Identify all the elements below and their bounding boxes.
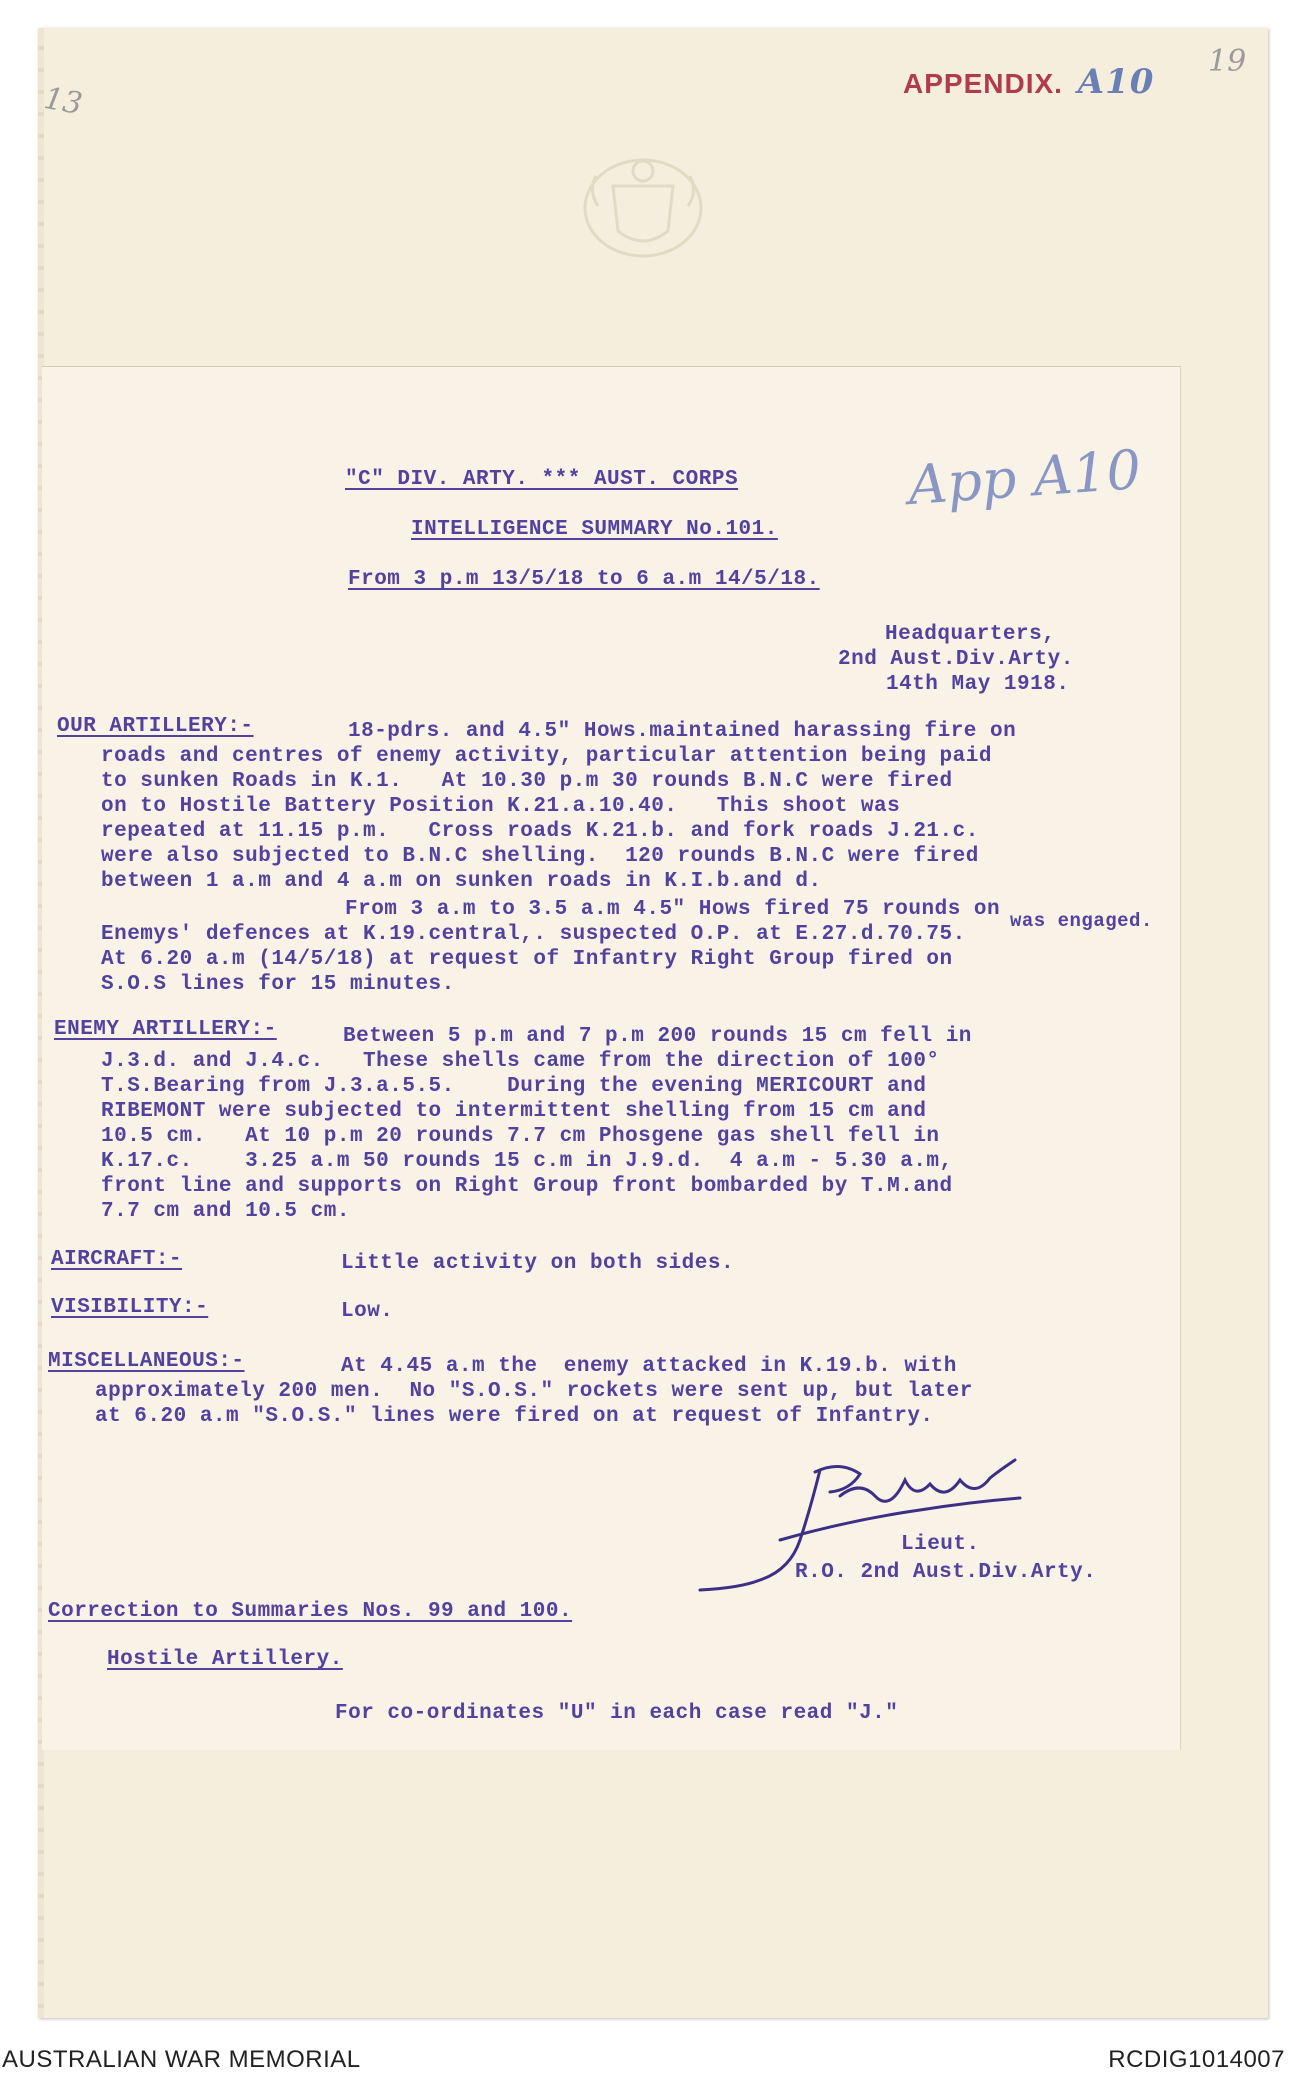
our-artillery-line: At 6.20 a.m (14/5/18) at request of Infantry Right Group fired on [101,948,953,971]
our-artillery-label: OUR ARTILLERY:- [57,715,254,738]
hq-line-3: 14th May 1918. [886,673,1070,696]
our-artillery-line: to sunken Roads in K.1. At 10.30 p.m 30 rounds B.N.C were fired [101,770,953,793]
enemy-artillery-line: 7.7 cm and 10.5 cm. [101,1200,350,1223]
enemy-artillery-line: Between 5 p.m and 7 p.m 200 rounds 15 cm fell in [343,1025,972,1048]
miscellaneous-line: approximately 200 men. No "S.O.S." rockets were sent up, but later [95,1380,973,1403]
enemy-artillery-line: T.S.Bearing from J.3.a.5.5. During the evening MERICOURT and [101,1075,927,1098]
correction-text: For co-ordinates "U" in each case read "J." [335,1702,899,1725]
our-artillery-line: on to Hostile Battery Position K.21.a.10.40. This shoot was [101,795,901,818]
heading-line-2: INTELLIGENCE SUMMARY No.101. [411,518,778,541]
our-artillery-line: 18-pdrs. and 4.5" Hows.maintained harassing fire on [348,720,1017,743]
our-artillery-line: From 3 a.m to 3.5 a.m 4.5" Hows fired 75 rounds on [345,898,1001,921]
footer-archive-name: AUSTRALIAN WAR MEMORIAL [2,2046,361,2073]
our-artillery-line: Enemys' defences at K.19.central,. suspected O.P. at E.27.d.70.75. [101,923,966,946]
enemy-artillery-line: K.17.c. 3.25 a.m 50 rounds 15 c.m in J.9.d. 4 a.m - 5.30 a.m, [101,1150,953,1173]
correction-subtitle: Hostile Artillery. [107,1648,343,1671]
handwritten-app-ref: App A10 [906,437,1143,518]
embossed-crest-icon [568,146,718,266]
miscellaneous-label: MISCELLANEOUS:- [48,1350,245,1373]
pencil-page-number: 19 [1208,44,1247,79]
appendix-label: APPENDIX. [903,68,1063,99]
heading-line-1: "C" DIV. ARTY. *** AUST. CORPS [345,468,739,491]
miscellaneous-line: At 4.45 a.m the enemy attacked in K.19.b. with [341,1355,957,1378]
our-artillery-overtype: was engaged. [1010,910,1153,932]
aircraft-label: AIRCRAFT:- [51,1248,183,1271]
our-artillery-line: roads and centres of enemy activity, particular attention being paid [101,745,992,768]
heading-line-3: From 3 p.m 13/5/18 to 6 a.m 14/5/18. [348,568,820,591]
enemy-artillery-line: front line and supports on Right Group front bombarded by T.M.and [101,1175,953,1198]
enemy-artillery-line: J.3.d. and J.4.c. These shells came from the direction of 100° [101,1050,940,1073]
pencil-folio-mark: 13 [41,80,85,123]
signature-rank: Lieut. [901,1533,980,1556]
our-artillery-line: between 1 a.m and 4 a.m on sunken roads in K.I.b.and d. [101,870,822,893]
visibility-text: Low. [341,1300,394,1323]
enemy-artillery-line: RIBEMONT were subjected to intermittent shelling from 15 cm and [101,1100,927,1123]
appendix-number: A10 [1077,62,1155,102]
hq-line-1: Headquarters, [885,623,1056,646]
enemy-artillery-line: 10.5 cm. At 10 p.m 20 rounds 7.7 cm Phosgene gas shell fell in [101,1125,940,1148]
hq-line-2: 2nd Aust.Div.Arty. [838,648,1074,671]
footer-record-id: RCDIG1014007 [1108,2046,1285,2073]
miscellaneous-line: at 6.20 a.m "S.O.S." lines were fired on at request of Infantry. [95,1405,934,1428]
our-artillery-line: were also subjected to B.N.C shelling. 120 rounds B.N.C were fired [101,845,979,868]
signature-title: R.O. 2nd Aust.Div.Arty. [795,1561,1097,1584]
enemy-artillery-label: ENEMY ARTILLERY:- [54,1018,277,1041]
visibility-label: VISIBILITY:- [51,1296,209,1319]
aircraft-text: Little activity on both sides. [341,1252,735,1275]
correction-title: Correction to Summaries Nos. 99 and 100. [48,1600,573,1623]
appendix-stamp [903,62,1154,102]
our-artillery-line: repeated at 11.15 p.m. Cross roads K.21.b. and fork roads J.21.c. [101,820,979,843]
our-artillery-line: S.O.S lines for 15 minutes. [101,973,455,996]
